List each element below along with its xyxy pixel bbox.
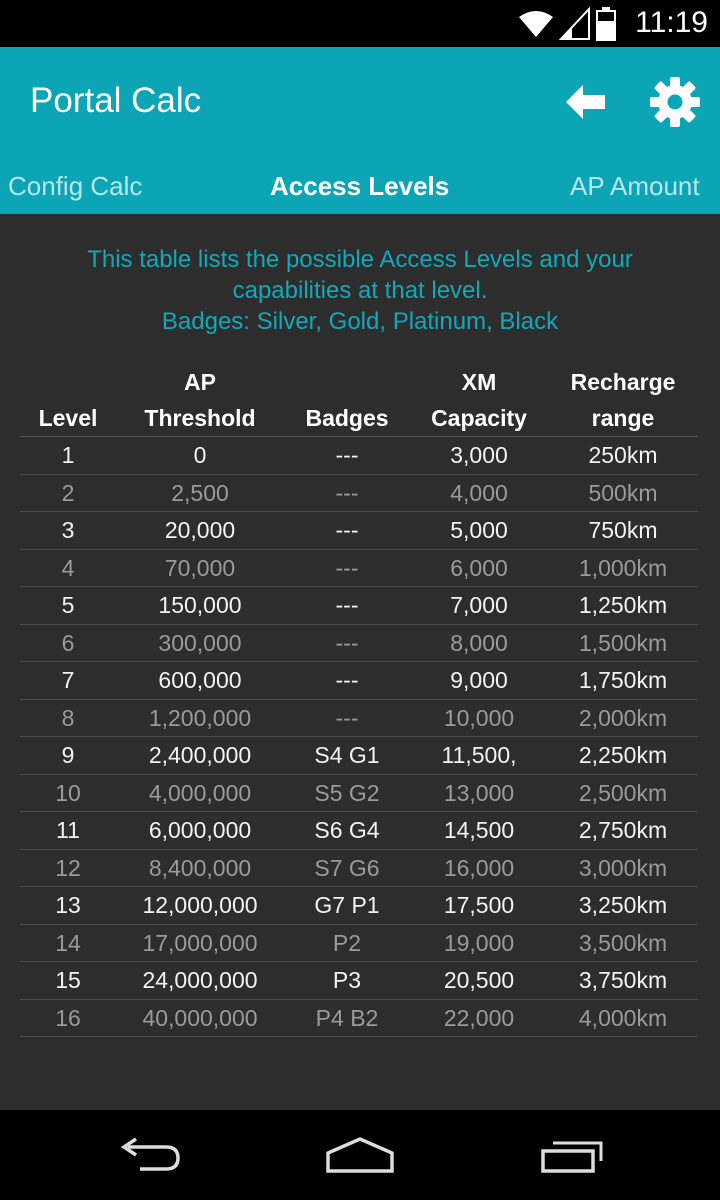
cell-ap-threshold: 17,000,000 — [142, 929, 258, 956]
access-levels-table[interactable] — [0, 362, 720, 1031]
header-level: Level — [38, 405, 98, 431]
nav-home-button[interactable] — [322, 1132, 398, 1178]
cell-ap-threshold: 0 — [193, 442, 207, 468]
cell-xm-capacity: 13,000 — [443, 779, 515, 806]
cell-ap-threshold: 1,200,000 — [148, 704, 252, 731]
cell-ap-threshold: 150,000 — [158, 592, 242, 618]
tab-strip — [0, 157, 720, 214]
app-title: Portal Calc — [30, 81, 202, 120]
cell-badges: --- — [335, 517, 359, 543]
navigation-bar — [0, 1110, 720, 1200]
cell-ap-threshold: 2,500 — [171, 479, 229, 506]
nav-home-icon — [325, 1135, 395, 1175]
table-row — [20, 550, 698, 588]
cell-recharge-range: 1,250km — [578, 592, 668, 618]
cell-recharge-range: 2,500km — [578, 779, 668, 806]
cell-recharge-range: 1,500km — [578, 629, 668, 656]
cell-level: 7 — [61, 667, 75, 693]
cell-badges: --- — [335, 667, 359, 693]
cell-recharge-range: 250km — [588, 442, 658, 468]
cell-recharge-range: 750km — [588, 517, 658, 543]
table-row — [20, 1000, 698, 1038]
cell-recharge-range: 3,750km — [578, 967, 668, 993]
wifi-icon — [518, 9, 554, 39]
header-recharge-range: Recharge range — [570, 369, 676, 431]
cell-level: 3 — [61, 517, 75, 543]
table-row — [20, 962, 698, 1000]
cell-level: 14 — [55, 929, 81, 956]
cell-level: 1 — [61, 442, 75, 468]
cell-ap-threshold: 12,000,000 — [142, 892, 258, 918]
table-row — [20, 625, 698, 663]
cell-xm-capacity: 17,500 — [443, 892, 515, 918]
cell-level: 4 — [61, 554, 75, 581]
cell-recharge-range: 1,750km — [578, 667, 668, 693]
table-row — [20, 775, 698, 813]
cell-xm-capacity: 4,000 — [450, 479, 508, 506]
cell-xm-capacity: 16,000 — [443, 854, 515, 881]
cell-level: 6 — [61, 629, 75, 656]
cell-recharge-range: 3,000km — [578, 854, 668, 881]
cell-xm-capacity: 6,000 — [450, 554, 508, 581]
cell-ap-threshold: 40,000,000 — [142, 1004, 258, 1031]
cell-level: 16 — [55, 1004, 81, 1031]
cell-recharge-range: 2,750km — [578, 817, 668, 843]
cell-ap-threshold: 6,000,000 — [148, 817, 252, 843]
cell-recharge-range: 1,000km — [578, 554, 668, 581]
cell-level: 13 — [55, 892, 81, 918]
nav-recent-apps-icon — [539, 1137, 605, 1173]
cell-recharge-range: 2,250km — [578, 742, 668, 768]
cell-badges: P4 B2 — [315, 1004, 379, 1031]
tab-config-calc[interactable]: Config Calc — [8, 171, 143, 201]
nav-back-icon — [118, 1137, 182, 1173]
cell-level: 12 — [55, 854, 81, 881]
tab-ap-amount[interactable]: AP Amount — [570, 171, 700, 201]
cell-recharge-range: 3,250km — [578, 892, 668, 918]
cell-badges: G7 P1 — [314, 892, 380, 918]
cell-badges: --- — [335, 479, 359, 506]
settings-button[interactable] — [646, 73, 704, 131]
cell-recharge-range: 2,000km — [578, 704, 668, 731]
header-ap-threshold: AP Threshold — [144, 369, 256, 431]
cell-xm-capacity: 14,500 — [443, 817, 515, 843]
tab-access-levels[interactable]: Access Levels — [270, 171, 450, 201]
cell-badges: S7 G6 — [314, 854, 380, 881]
back-arrow-icon — [563, 83, 607, 121]
table-row — [20, 925, 698, 963]
cell-badges: --- — [335, 592, 359, 618]
table-row — [20, 812, 698, 850]
table-row — [20, 887, 698, 925]
cell-xm-capacity: 5,000 — [450, 517, 508, 543]
cell-recharge-range: 500km — [588, 479, 658, 506]
cell-ap-threshold: 70,000 — [164, 554, 236, 581]
cell-ap-threshold: 600,000 — [158, 667, 242, 693]
table-row — [20, 587, 698, 625]
nav-recent-apps-button[interactable] — [534, 1132, 610, 1178]
cell-ap-threshold: 8,400,000 — [148, 854, 252, 881]
header-badges: Badges — [305, 405, 389, 431]
cell-xm-capacity: 8,000 — [450, 629, 508, 656]
cell-ap-threshold: 2,400,000 — [148, 742, 252, 768]
cell-xm-capacity: 20,500 — [443, 967, 515, 993]
table-body — [20, 437, 698, 1037]
intro-line: This table lists the possible Access Levels and your — [87, 246, 633, 273]
intro-text — [20, 244, 700, 337]
cell-recharge-range: 4,000km — [578, 1004, 668, 1031]
status-bar — [0, 0, 720, 47]
table-row — [20, 737, 698, 775]
action-bar — [0, 47, 720, 157]
cell-ap-threshold: 20,000 — [164, 517, 236, 543]
signal-icon — [560, 8, 590, 40]
cell-badges: --- — [335, 554, 359, 581]
table-row — [20, 850, 698, 888]
cell-badges: S4 G1 — [314, 742, 380, 768]
cell-badges: --- — [335, 442, 359, 468]
cell-recharge-range: 3,500km — [578, 929, 668, 956]
cell-xm-capacity: 11,500, — [441, 742, 517, 768]
cell-xm-capacity: 19,000 — [443, 929, 515, 956]
cell-badges: S5 G2 — [314, 779, 380, 806]
table-row — [20, 512, 698, 550]
cell-badges: --- — [335, 704, 359, 731]
cell-level: 15 — [55, 967, 81, 993]
header-xm-capacity: XM Capacity — [431, 369, 527, 431]
cell-badges: P2 — [332, 929, 362, 956]
intro-badges-line: Badges: Silver, Gold, Platinum, Black — [161, 308, 559, 335]
cell-xm-capacity: 3,000 — [450, 442, 508, 468]
table-header — [20, 362, 698, 437]
table-row — [20, 437, 698, 475]
nav-back-button[interactable] — [112, 1132, 188, 1178]
cell-badges: S6 G4 — [314, 817, 380, 843]
cell-level: 8 — [61, 704, 75, 731]
cell-xm-capacity: 9,000 — [450, 667, 508, 693]
cell-level: 9 — [61, 742, 75, 768]
cell-level: 11 — [56, 817, 80, 843]
cell-xm-capacity: 22,000 — [443, 1004, 515, 1031]
status-icons — [518, 7, 616, 41]
intro-line: capabilities at that level. — [232, 277, 488, 304]
cell-ap-threshold: 24,000,000 — [142, 967, 258, 993]
cell-xm-capacity: 7,000 — [450, 592, 508, 618]
cell-xm-capacity: 10,000 — [443, 704, 515, 731]
cell-badges: P3 — [332, 967, 362, 993]
status-time: 11:19 — [635, 6, 708, 39]
cell-ap-threshold: 4,000,000 — [148, 779, 252, 806]
table-row — [20, 475, 698, 513]
table-row — [20, 662, 698, 700]
cell-ap-threshold: 300,000 — [158, 629, 242, 656]
cell-badges: --- — [335, 629, 359, 656]
cell-level: 5 — [61, 592, 75, 618]
gear-icon — [649, 76, 701, 128]
battery-icon — [596, 7, 616, 41]
table-row — [20, 700, 698, 738]
cell-level: 10 — [55, 779, 81, 806]
back-button[interactable] — [558, 77, 612, 127]
cell-level: 2 — [61, 479, 75, 506]
